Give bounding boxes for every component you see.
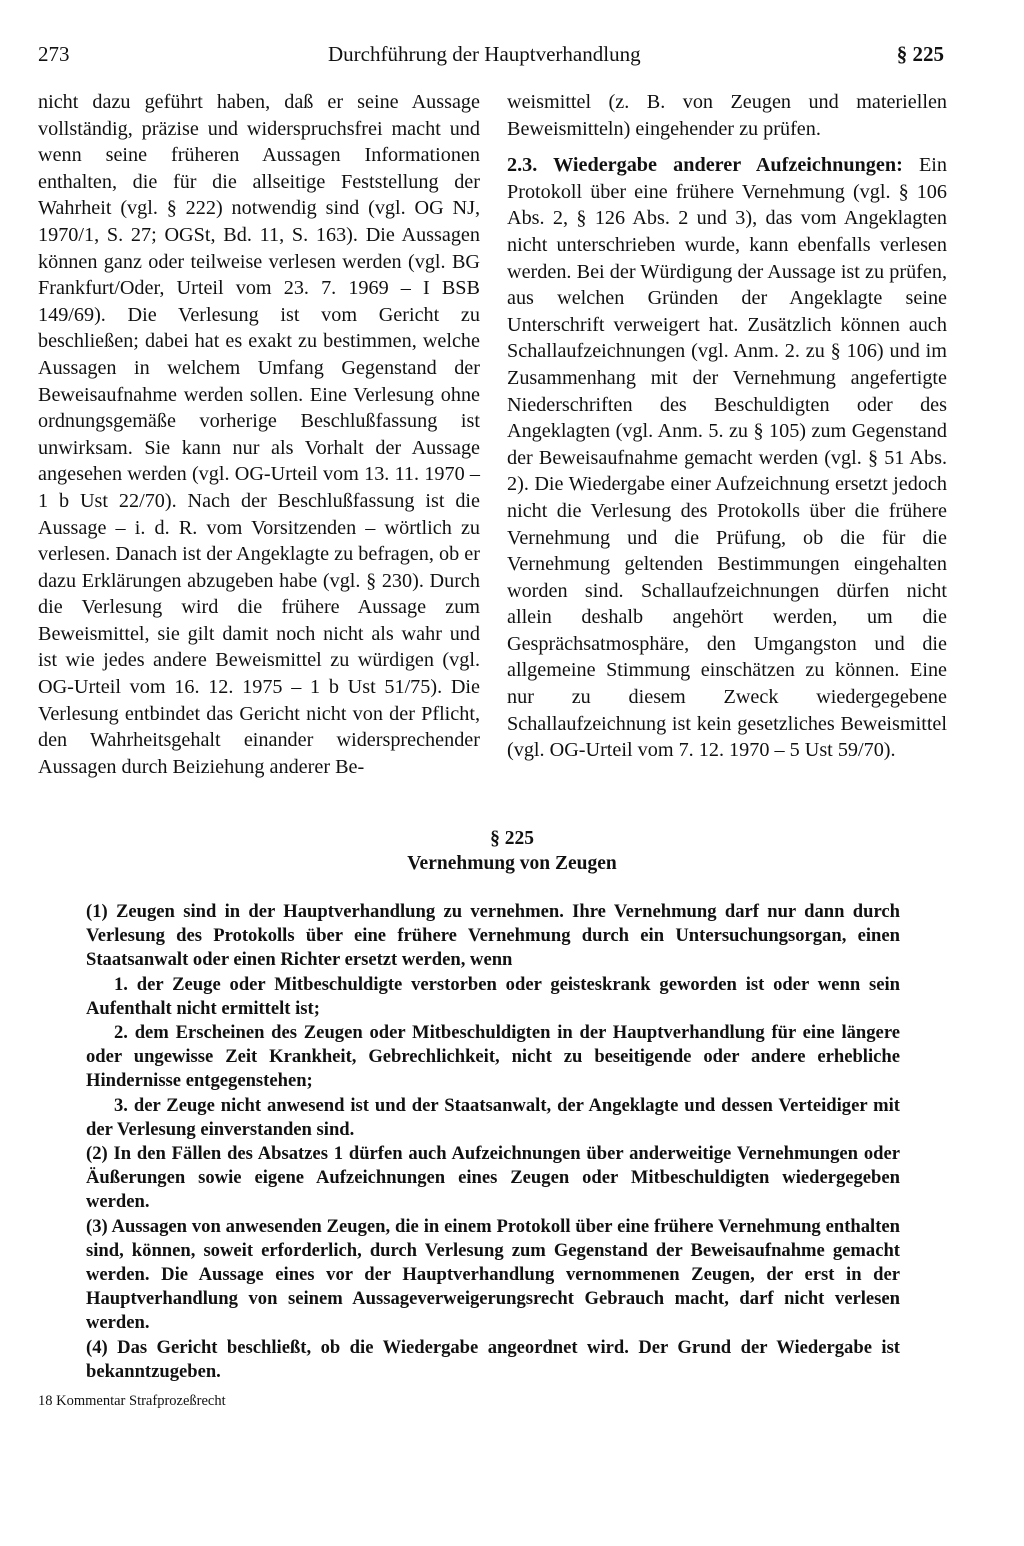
page-header [38, 42, 944, 72]
law-item-2: 2. dem Erscheinen des Zeugen oder Mitbeschuldigten in der Hauptverhandlung für eine längere oder ungewisse Zeit Krankheit, Gebrechlichkeit, nicht zu beseitigende oder andere erhebliche Hindernisse entgegenstehen; [86, 1022, 900, 1092]
law-text [86, 900, 900, 1384]
right-column [507, 89, 947, 764]
law-item-1: 1. der Zeuge oder Mitbeschuldigte verstorben oder geisteskrank geworden ist oder wenn sein Aufenthalt nicht ermittelt ist; [86, 973, 900, 1019]
right-column-continuation: weismittel (z. B. von Zeugen und materiellen Beweismitteln) eingehender zu prüfen. [507, 91, 947, 140]
left-column-text: nicht dazu geführt haben, daß er seine Aussage vollständig, präzise und widerspruchsfrei macht und wenn seine früheren Aussagen Informationen enthalten, die für die allseitige Feststellung der Wahrheit (vgl. § 222) notwendig sind (vgl. OG NJ, 1970/1, S. 27; OGSt, Bd. 11, S. 163). Die Aussagen können ganz oder teilweise verlesen werden (vgl. BG Frankfurt/Oder, Urteil vom 23. 7. 1969 – I BSB 149/69). Die Verlesung ist vom Gericht zu beschließen; dabei hat es exakt zu bestimmen, welche Aussagen in welchem Umfang Gegenstand der Beweisaufnahme werden sollen. Eine Verlesung ohne ordnungsgemäße vorherige Beschlußfassung ist unwirksam. Sie kann nur als Vorhalt der Aussage angesehen werden (vgl. OG-Urteil vom 13. 11. 1970 – 1 b Ust 22/70). Nach der Beschlußfassung ist die Aussage – i. d. R. vom Vorsitzenden – wörtlich zu verlesen. Danach ist der Angeklagte zu befragen, ob er dazu Erklärungen abzugeben habe (vgl. § 230). Durch die Verlesung wird die frühere Aussage zum Beweismittel, sie gilt damit noch nicht als wahr und ist wie jedes andere Beweismittel zu würdigen (vgl. OG-Urteil vom 16. 12. 1975 – 1 b Ust 51/75). Die Verlesung entbindet das Gericht nicht von der Pflicht, den Wahrheitsgehalt einander widersprechender Aussagen durch Beiziehung anderer Be- [38, 91, 480, 778]
law-paragraph-3: (3) Aussagen von anwesenden Zeugen, die in einem Protokoll über eine frühere Vernehmung enthalten sind, können, soweit erforderlich, durch Verlesung zum Gegenstand der Beweisaufnahme gemacht werden. Die Aussage eines vor der Hauptverhandlung vernommenen Zeugen, der erst in der Hauptverhandlung von seinem Aussageverweigerungsrecht Gebrauch macht, darf nicht verlesen werden. [86, 1215, 900, 1334]
section-marker: § 225 [896, 42, 944, 66]
law-item-3: 3. der Zeuge nicht anwesend ist und der Staatsanwalt, der Angeklagte und dessen Verteidiger mit der Verlesung einverstanden sind. [86, 1094, 900, 1140]
law-section-number: § 225 [490, 828, 534, 849]
running-title: Durchführung der Hauptverhandlung [328, 42, 641, 66]
law-paragraph-1: (1) Zeugen sind in der Hauptverhandlung zu vernehmen. Ihre Vernehmung darf nur dann durch Verlesung des Protokolls über eine frühere Vernehmung durch ein Untersuchungsorgan, einen Staatsanwalt oder einen Richter ersetzt werden, wenn [86, 901, 900, 971]
subsection-2-3 [507, 152, 947, 764]
law-paragraph-2: (2) In den Fällen des Absatzes 1 dürfen auch Aufzeichnungen über anderweitige Vernehmungen oder Äußerungen sowie eigene Aufzeichnungen eines Zeugen oder Mitbeschuldigten wiedergegeben werden. [86, 1143, 900, 1213]
left-column [38, 89, 480, 780]
law-paragraph-4: (4) Das Gericht beschließt, ob die Wiedergabe angeordnet wird. Der Grund der Wiedergabe ist bekanntzugeben. [86, 1336, 900, 1382]
subsection-heading: 2.3. Wiedergabe anderer Aufzeichnungen: [507, 154, 903, 177]
law-section-title: Vernehmung von Zeugen [407, 853, 617, 874]
page-number: 273 [38, 42, 70, 66]
subsection-text: Ein Protokoll über eine frühere Vernehmung (vgl. § 106 Abs. 2, § 126 Abs. 2 und 3), das vom Angeklagten nicht unterschrieben wurde, kann ebenfalls verlesen werden. Bei der Würdigung der Aussage ist zu prüfen, aus welchen Gründen der Angeklagte seine Unterschrift verweigert hat. Zusätzlich können auch Schallaufzeichnungen (vgl. Anm. 2. zu § 106) und im Zusammenhang mit der Vernehmung angefertigte Niederschriften des Beschuldigten oder des Angeklagten (vgl. Anm. 5. zu § 105) zum Gegenstand der Beweisaufnahme gemacht werden (vgl. § 51 Abs. 2). Die Wiedergabe einer Aufzeichnung ersetzt jedoch nicht die Verlesung des Protokolls über die frühere Vernehmung und die Prüfung, ob die für die Vernehmung geltenden Bestimmungen eingehalten worden sind. Schallaufzeichnungen dürfen nicht allein deshalb angehört werden, um die Gesprächsatmosphäre, den Umgangston und die allgemeine Stimmung einschätzen zu können. Eine nur zu diesem Zweck wiedergegebene Schallaufzeichnung ist kein gesetzliches Beweismittel (vgl. OG-Urteil vom 7. 12. 1970 – 5 Ust 59/70). [507, 154, 948, 762]
page-footer: 18 Kommentar Strafprozeßrecht [38, 1393, 226, 1409]
